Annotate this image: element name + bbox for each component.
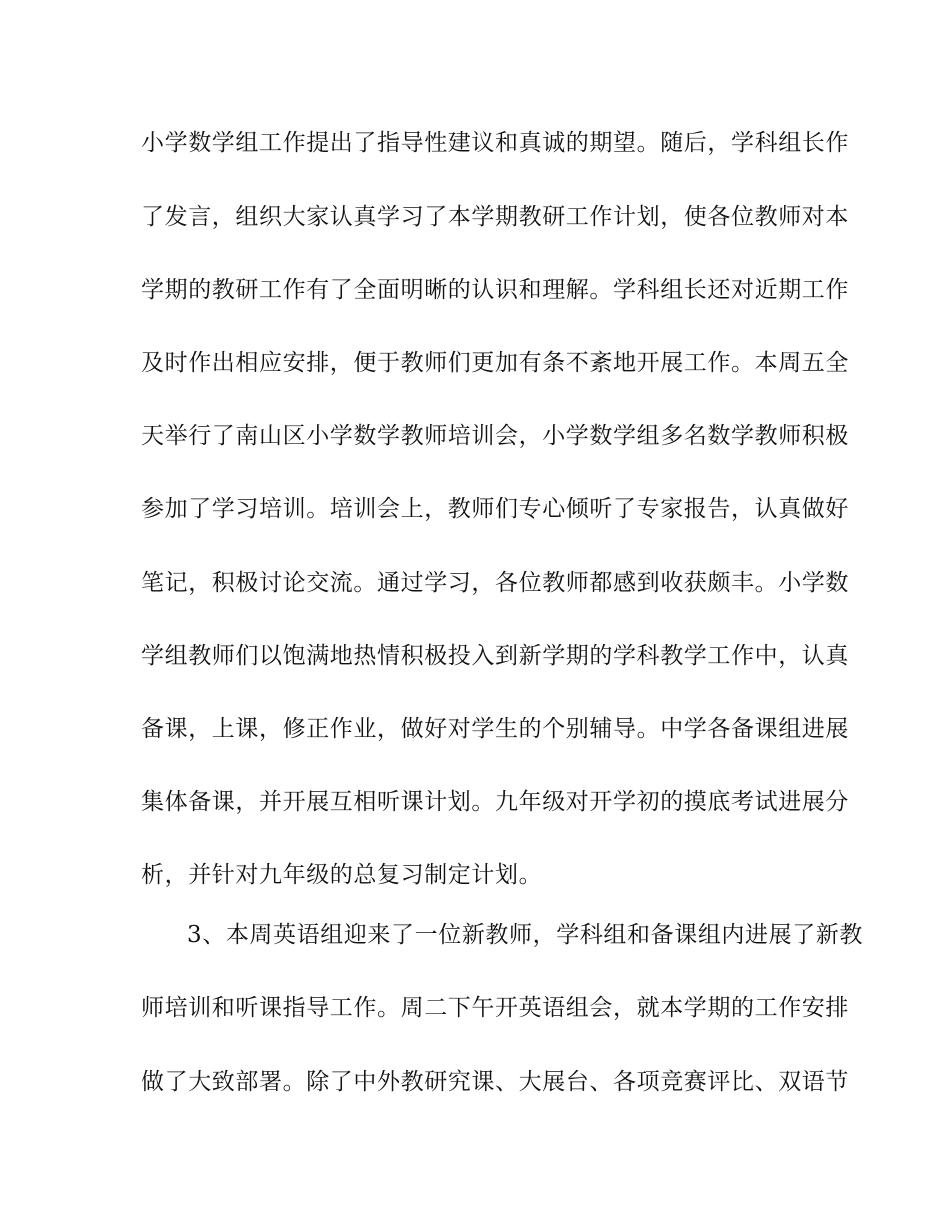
text-line: 师培训和听课指导工作。周二下午开英语组会，就本学期的工作安排 — [141, 995, 849, 1021]
text-line: 参加了学习培训。培训会上，教师们专心倾听了专家报告，认真做好 — [141, 496, 849, 522]
text-line: 3、本周英语组迎来了一位新教师，学科组和备课组内进展了新教 — [187, 922, 864, 948]
text-line: 了发言，组织大家认真学习了本学期教研工作计划，使各位教师对本 — [141, 204, 849, 230]
text-line: 集体备课，并开展互相听课计划。九年级对开学初的摸底考试进展分 — [141, 789, 849, 815]
text-line: 笔记，积极讨论交流。通过学习，各位教师都感到收获颇丰。小学数 — [141, 570, 849, 596]
text-line: 天举行了南山区小学数学教师培训会，小学数学组多名数学教师积极 — [141, 423, 849, 449]
text-line: 析，并针对九年级的总复习制定计划。 — [141, 862, 543, 888]
text-line: 备课，上课，修正作业，做好对学生的个别辅导。中学各备课组进展 — [141, 716, 849, 742]
text-line: 做了大致部署。除了中外教研究课、大展台、各项竞赛评比、双语节 — [141, 1069, 849, 1095]
text-line: 学期的教研工作有了全面明晰的认识和理解。学科组长还对近期工作 — [141, 277, 849, 303]
text-line: 小学数学组工作提出了指导性建议和真诚的期望。随后，学科组长作 — [141, 130, 849, 156]
text-line: 及时作出相应安排，便于教师们更加有条不紊地开展工作。本周五全 — [141, 350, 849, 376]
text-line: 学组教师们以饱满地热情积极投入到新学期的学科教学工作中，认真 — [141, 643, 849, 669]
